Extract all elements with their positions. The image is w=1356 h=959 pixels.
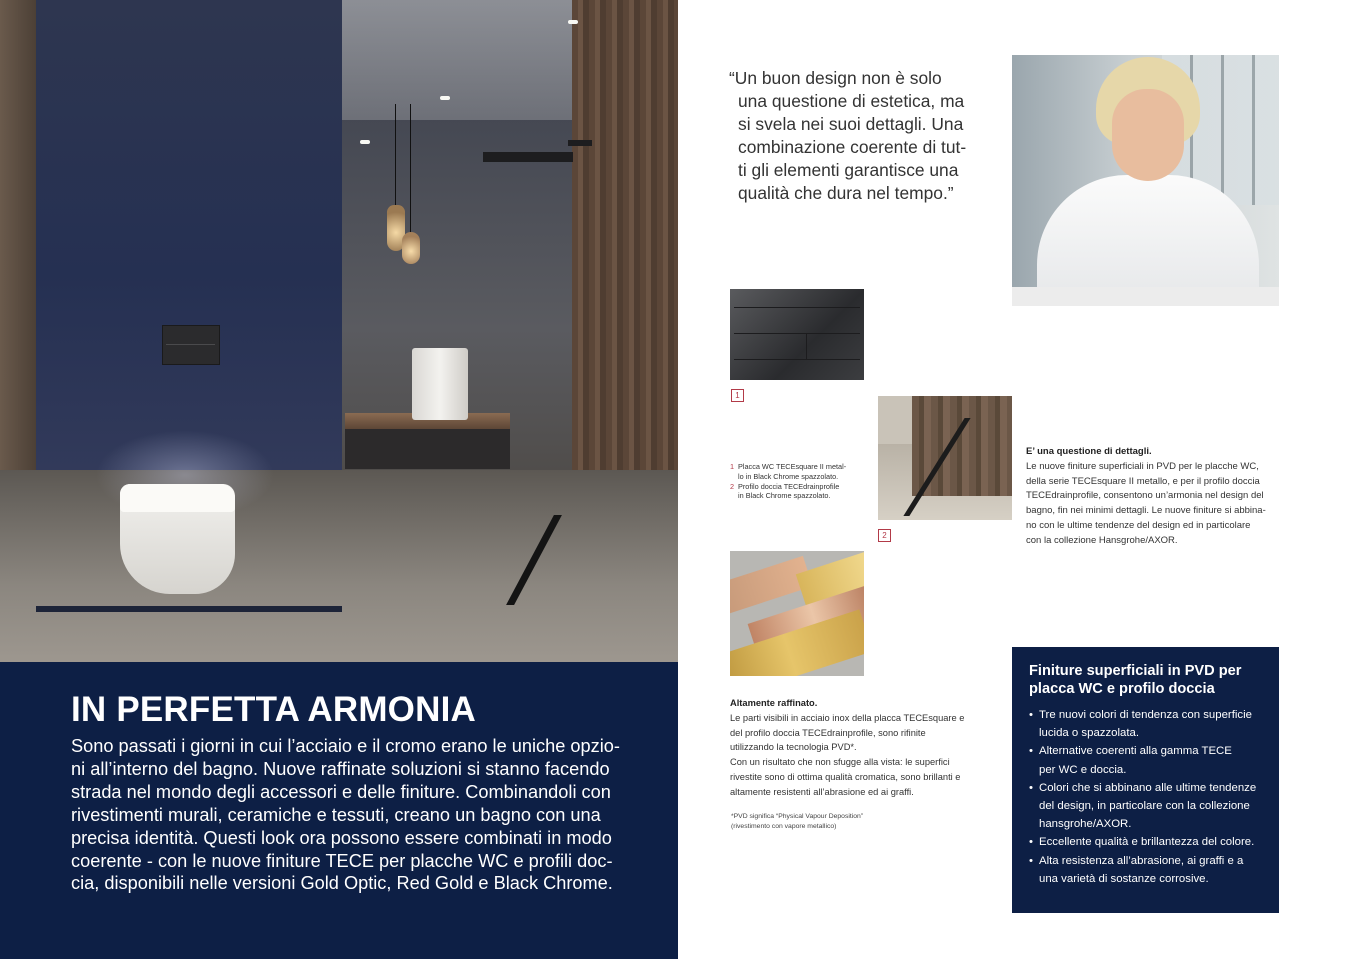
shower-profile-photo <box>878 396 1012 520</box>
footnote: *PVD significa “Physical Vapour Deposition” (rivestimento con vapore metallico) <box>731 813 864 830</box>
flush-plate <box>162 325 220 365</box>
details-text: E’ una questione di dettagli. Le nuove finiture superficiali in PVD per le placche WC, della serie TECEsquare II metallo, e per il profilo doccia TECEdrainprofile, consentono un’armonia nel design del bagno, fin nei minimi dettagli. Le nuove finiture si abbina- no con le ultime tendenze del design ed in particolare con la collezione Hansgrohe/AXOR. <box>1026 445 1281 549</box>
list-item: • Alta resistenza all’abrasione, ai graffi e a una varietà di sostanze corrosive. <box>1029 852 1256 888</box>
figure-marker-2: 2 <box>878 529 891 542</box>
features-box <box>1012 647 1279 913</box>
features-list <box>1029 706 1256 888</box>
list-item: • Colori che si abbinano alle ultime tendenze del design, in particolare con la collezione hansgrohe/AXOR. <box>1029 779 1256 834</box>
details-title: E’ una questione di dettagli. <box>1026 446 1152 457</box>
features-title: Finiture superficiali in PVD per placca WC e profilo doccia <box>1029 663 1242 698</box>
flush-plate-photo <box>730 289 864 380</box>
page-heading: IN PERFETTA ARMONIA <box>71 690 476 729</box>
shower-head <box>483 152 573 162</box>
portrait-photo <box>1012 55 1279 306</box>
washbasin <box>412 348 468 420</box>
bathroom-photo <box>0 0 678 662</box>
figure-marker-1: 1 <box>731 389 744 402</box>
finish-samples-photo <box>730 551 864 676</box>
refined-title: Altamente raffinato. <box>730 698 818 708</box>
refined-text: Altamente raffinato. Le parti visibili in acciaio inox della placca TECEsquare e del profilo doccia TECEdrainprofile, sono rifinite utilizzando la tecnologia PVD*. Con un risultato che non sfugge alla vista: le superfici rivestite sono di ottima qualità cromatica, sono brillanti e altamente resistenti all’abrasione ed ai graffi. <box>730 696 990 800</box>
pull-quote: “Un buon design non è solo una questione di estetica, ma si svela nei suoi dettagli. Una combinazione coerente di tut- ti gli elementi garantisce una qualità che dura nel tempo.” <box>729 68 967 203</box>
pendant-lamp <box>402 232 420 264</box>
list-item: • Alternative coerenti alla gamma TECE per WC e doccia. <box>1029 742 1256 778</box>
list-item: • Tre nuovi colori di tendenza con superficie lucida o spazzolata. <box>1029 706 1256 742</box>
intro-paragraph: Sono passati i giorni in cui l’acciaio e il cromo erano le uniche opzio- ni all’interno del bagno. Nuove raffinate soluzioni si stanno facendo strada nel mondo degli accessori e delle finiture. Combinandoli con rivestimenti murali, ceramiche e tessuti, creano un bagno con una precisa identità. Questi look ora possono essere combinati in modo coerente - con le nuove finiture TECE per placche WC e profili doc- cia, disponibili nelle versioni Gold Optic, Red Gold e Black Chrome. <box>71 736 620 894</box>
figure-caption: 1 Placca WC TECEsquare II metal- lo in Black Chrome spazzolato. 2 Profilo doccia TECEdrainprofile in Black Chrome spazzolato. <box>730 462 847 501</box>
list-item: • Eccellente qualità e brillantezza del colore. <box>1029 833 1256 851</box>
